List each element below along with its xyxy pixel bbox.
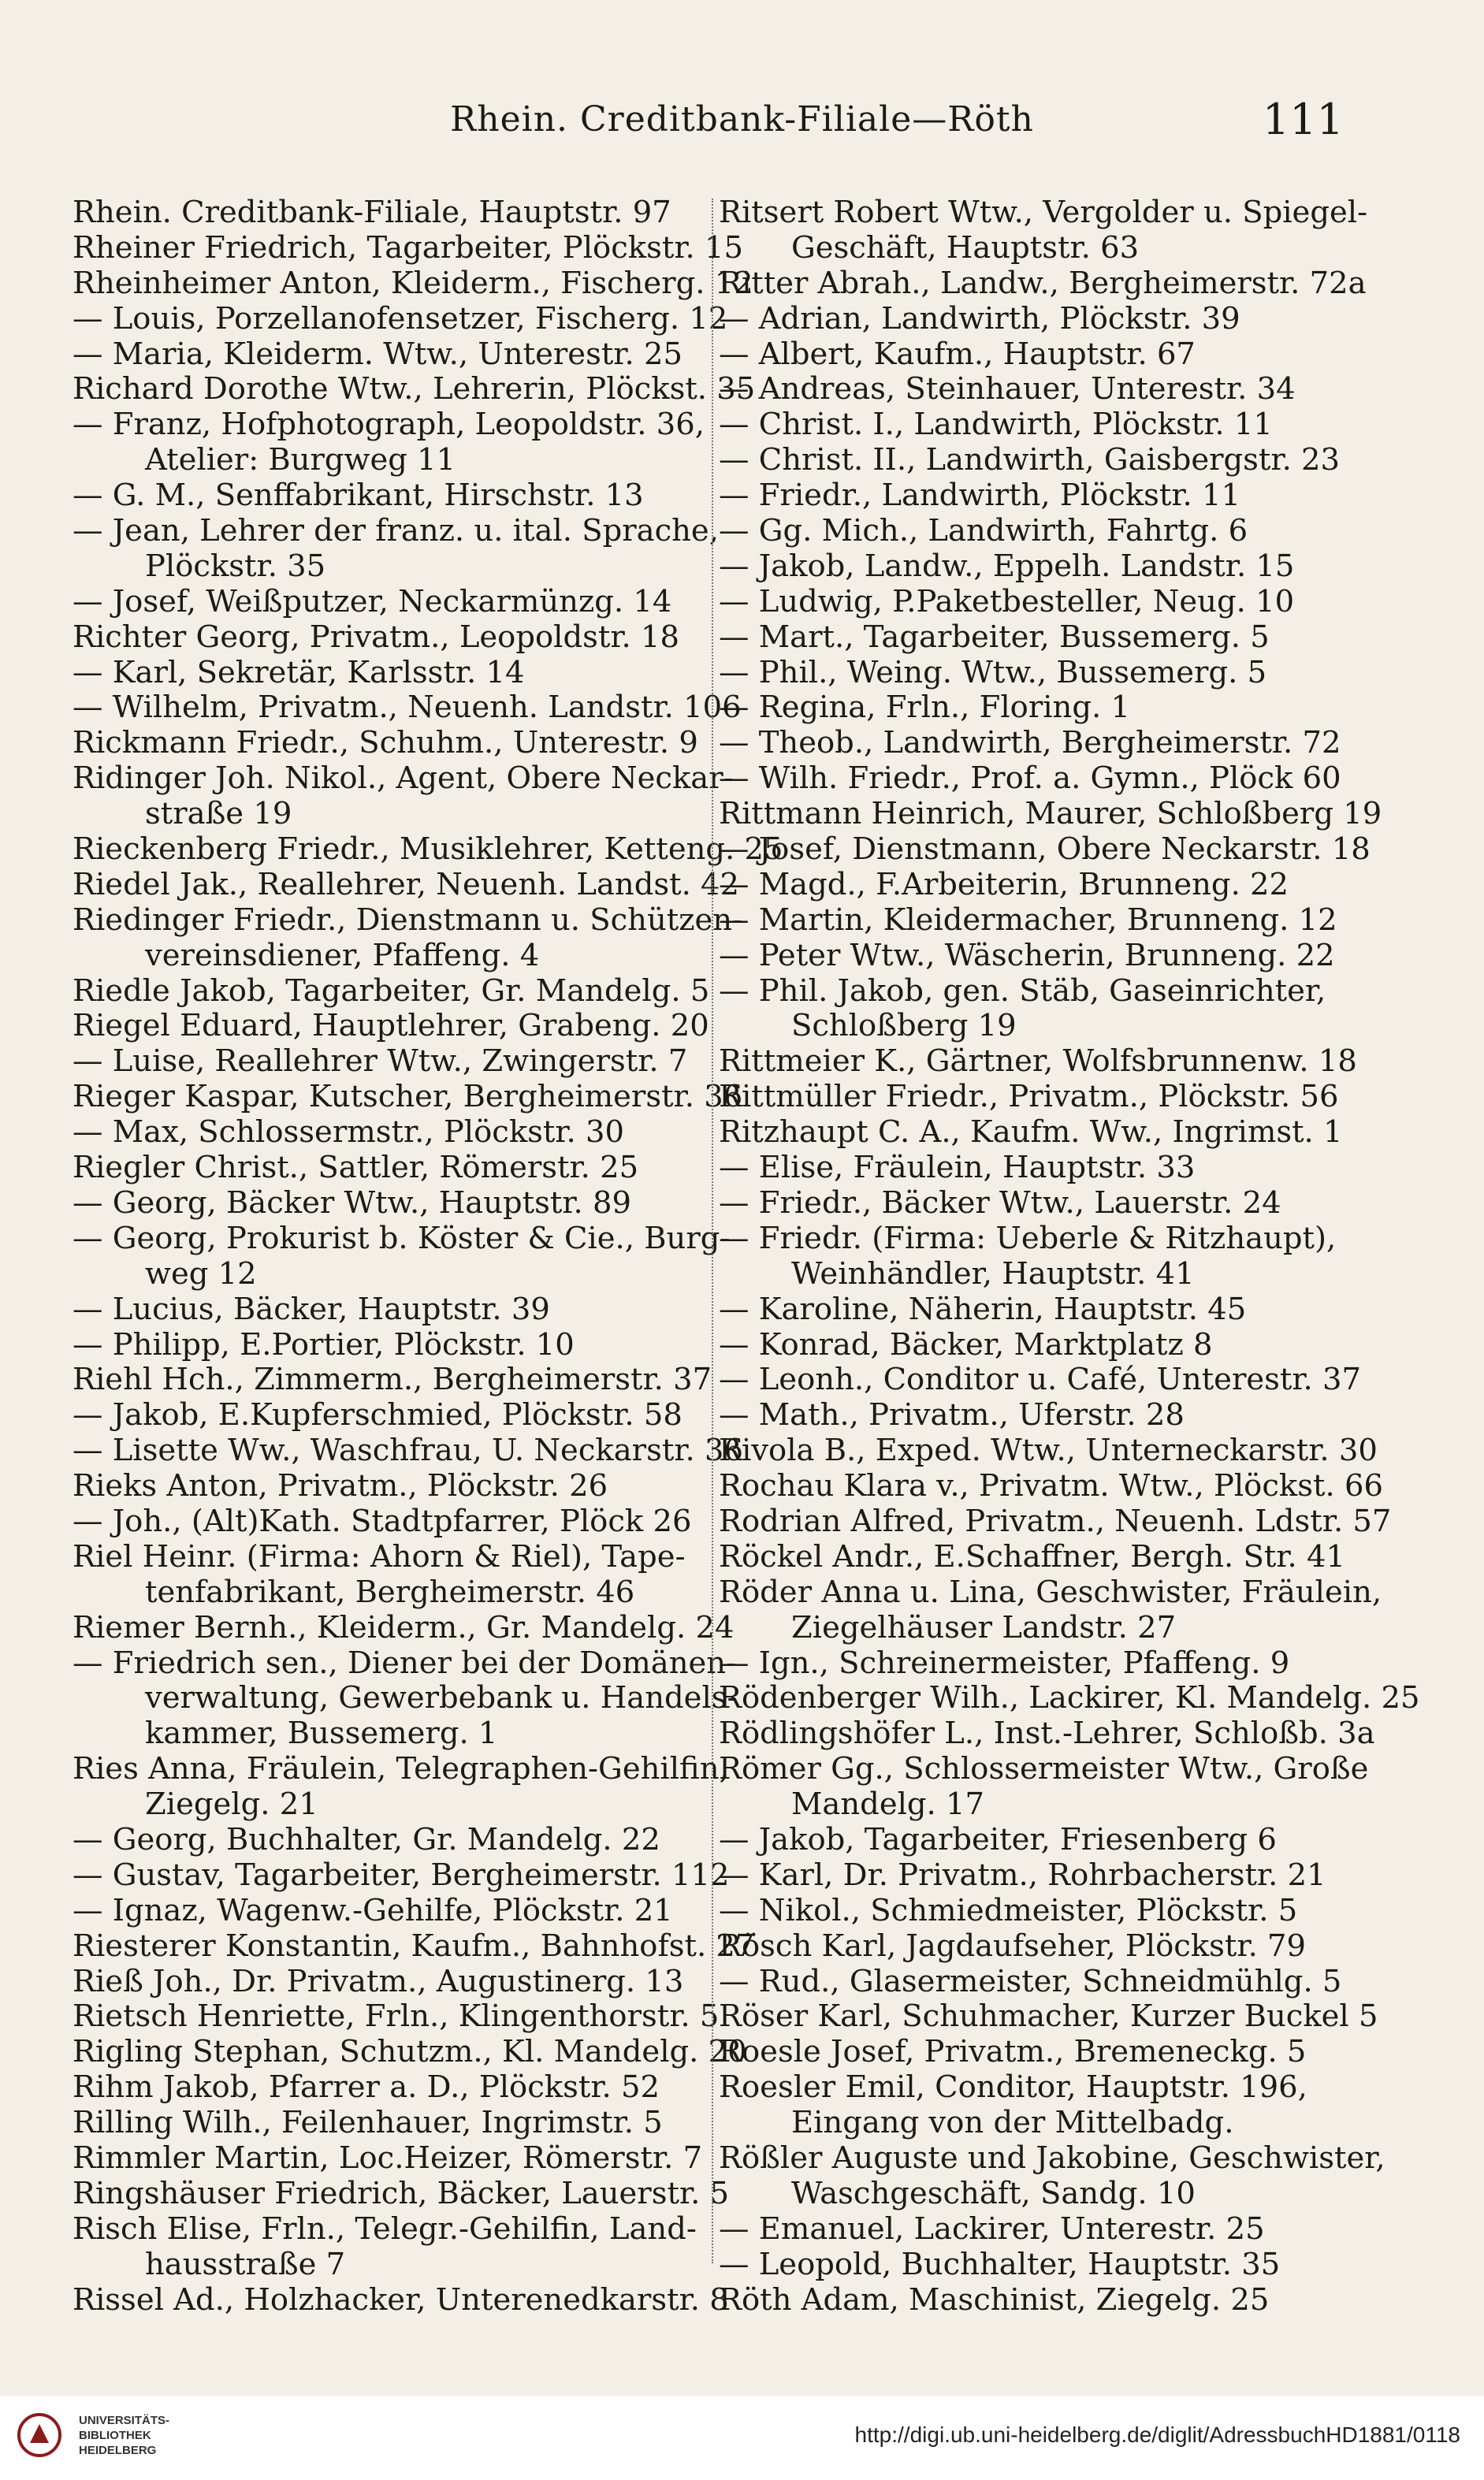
directory-entry: — Mart., Tagarbeiter, Bussemerg. 5 [719, 619, 1270, 655]
directory-entry: — Karl, Dr. Privatm., Rohrbacherstr. 21 [719, 1857, 1326, 1893]
directory-entry: — Phil., Weing. Wtw., Bussemerg. 5 [719, 654, 1267, 690]
directory-entry: — Martin, Kleidermacher, Brunneng. 12 [719, 902, 1337, 938]
entry-continuation: Ziegelg. 21 [145, 1787, 318, 1823]
directory-entry: Richter Georg, Privatm., Leopoldstr. 18 [73, 619, 679, 655]
library-name [79, 2413, 169, 2458]
directory-entry: Römer Gg., Schlossermeister Wtw., Große [719, 1751, 1369, 1787]
directory-entry: — Leopold, Buchhalter, Hauptstr. 35 [719, 2246, 1281, 2282]
directory-entry: Rimmler Martin, Loc.Heizer, Römerstr. 7 [73, 2140, 703, 2176]
entry-continuation: tenfabrikant, Bergheimerstr. 46 [145, 1574, 635, 1610]
directory-entry: — Christ. II., Landwirth, Gaisbergstr. 23 [719, 442, 1341, 478]
directory-entry: Rodrian Alfred, Privatm., Neuenh. Ldstr. 57 [719, 1503, 1392, 1539]
directory-entry: — Max, Schlossermstr., Plöckstr. 30 [73, 1114, 625, 1151]
directory-entry: Röser Karl, Schuhmacher, Kurzer Buckel 5 [719, 1999, 1378, 2035]
directory-entry: — G. M., Senffabrikant, Hirschstr. 13 [73, 478, 644, 514]
entry-continuation: vereinsdiener, Pfaffeng. 4 [145, 937, 540, 973]
directory-entry: — Georg, Buchhalter, Gr. Mandelg. 22 [73, 1821, 660, 1857]
running-head: Rhein. Creditbank-Filiale—Röth [450, 99, 1034, 139]
directory-entry: Rittmann Heinrich, Maurer, Schloßberg 19 [719, 796, 1382, 832]
entry-continuation: Weinhändler, Hauptstr. 41 [791, 1255, 1195, 1292]
directory-entry: — Emanuel, Lackirer, Unterestr. 25 [719, 2210, 1265, 2247]
directory-entry: — Nikol., Schmiedmeister, Plöckstr. 5 [719, 1892, 1298, 1928]
directory-entry: Rößler Auguste und Jakobine, Geschwister, [719, 2140, 1385, 2176]
entry-continuation: Atelier: Burgweg 11 [145, 442, 456, 478]
directory-entry: — Ignaz, Wagenw.-Gehilfe, Plöckstr. 21 [73, 1892, 673, 1928]
directory-entry: — Lucius, Bäcker, Hauptstr. 39 [73, 1291, 550, 1327]
directory-entry: — Konrad, Bäcker, Marktplatz 8 [719, 1326, 1213, 1363]
directory-entry: — Friedr., Landwirth, Plöckstr. 11 [719, 478, 1241, 514]
directory-entry: Rochau Klara v., Privatm. Wtw., Plöckst. 66 [719, 1468, 1383, 1504]
directory-entry: — Karl, Sekretär, Karlsstr. 14 [73, 654, 525, 690]
directory-entry: Riehl Hch., Zimmerm., Bergheimerstr. 37 [73, 1362, 712, 1398]
directory-entry: Rissel Ad., Holzhacker, Unterenedkarstr. 8 [73, 2281, 729, 2318]
library-name-line: UNIVERSITÄTS- [79, 2414, 170, 2427]
directory-entry: — Math., Privatm., Uferstr. 28 [719, 1397, 1185, 1433]
directory-entry: — Jakob, Landw., Eppelh. Landstr. 15 [719, 548, 1295, 584]
directory-entry: Rickmann Friedr., Schuhm., Unterestr. 9 [73, 725, 698, 761]
page-number: 111 [1262, 95, 1344, 144]
directory-entry: — Magd., F.Arbeiterin, Brunneng. 22 [719, 866, 1289, 902]
directory-entry: — Wilh. Friedr., Prof. a. Gymn., Plöck 60 [719, 760, 1341, 797]
directory-entry: — Luise, Reallehrer Wtw., Zwingerstr. 7 [73, 1043, 688, 1080]
directory-entry: Rietsch Henriette, Frln., Klingenthorstr. 5 [73, 1999, 720, 2035]
directory-entry: — Ign., Schreinermeister, Pfaffeng. 9 [719, 1645, 1290, 1681]
entry-continuation: straße 19 [145, 796, 292, 832]
directory-entry: — Louis, Porzellanofensetzer, Fischerg. 12 [73, 300, 728, 336]
directory-entry: — Jean, Lehrer der franz. u. ital. Sprache, [73, 513, 719, 549]
directory-entry: — Philipp, E.Portier, Plöckstr. 10 [73, 1326, 575, 1363]
entry-continuation: Plöckstr. 35 [145, 548, 326, 584]
right-column [719, 195, 1420, 2318]
column-divider [712, 199, 713, 2263]
directory-entry: — Jakob, E.Kupferschmied, Plöckstr. 58 [73, 1397, 682, 1433]
directory-entry: Rödenberger Wilh., Lackirer, Kl. Mandelg. 25 [719, 1680, 1420, 1716]
directory-entry: Richard Dorothe Wtw., Lehrerin, Plöckst. 35 [73, 371, 756, 407]
directory-entry: Ritter Abrah., Landw., Bergheimerstr. 72a [719, 265, 1367, 301]
directory-entry: Riegel Eduard, Hauptlehrer, Grabeng. 20 [73, 1008, 709, 1044]
directory-entry: — Friedr., Bäcker Wtw., Lauerstr. 24 [719, 1184, 1281, 1221]
directory-entry: — Joh., (Alt)Kath. Stadtpfarrer, Plöck 26 [73, 1503, 692, 1539]
directory-entry: — Georg, Bäcker Wtw., Hauptstr. 89 [73, 1184, 631, 1221]
directory-entry: Rittmüller Friedr., Privatm., Plöckstr. 56 [719, 1079, 1339, 1115]
directory-entry: Rieks Anton, Privatm., Plöckstr. 26 [73, 1468, 608, 1504]
entry-continuation: hausstraße 7 [145, 2246, 346, 2282]
directory-entry: — Adrian, Landwirth, Plöckstr. 39 [719, 300, 1240, 336]
directory-entry: — Gg. Mich., Landwirth, Fahrtg. 6 [719, 513, 1248, 549]
directory-entry: Rödlingshöfer L., Inst.-Lehrer, Schloßb. 3a [719, 1716, 1375, 1752]
directory-entry: — Wilhelm, Privatm., Neuenh. Landstr. 106 [73, 690, 742, 726]
entry-continuation: Mandelg. 17 [791, 1787, 985, 1823]
footer [0, 2396, 1484, 2480]
directory-entry: — Andreas, Steinhauer, Unterestr. 34 [719, 371, 1296, 407]
directory-entry: Rieger Kaspar, Kutscher, Bergheimerstr. 36 [73, 1079, 743, 1115]
directory-entry: Riegler Christ., Sattler, Römerstr. 25 [73, 1150, 639, 1186]
directory-entry: — Josef, Dienstmann, Obere Neckarstr. 18 [719, 831, 1371, 868]
source-url[interactable]: http://digi.ub.uni-heidelberg.de/diglit/AdressbuchHD1881/0118 [854, 2422, 1460, 2447]
directory-entry: Rittmeier K., Gärtner, Wolfsbrunnenw. 18 [719, 1043, 1357, 1080]
entry-continuation: Schloßberg 19 [791, 1008, 1017, 1044]
directory-entry: — Lisette Ww., Waschfrau, U. Neckarstr. 36 [73, 1433, 743, 1469]
directory-entry: Ritsert Robert Wtw., Vergolder u. Spiegel- [719, 195, 1368, 230]
directory-entry: Riesterer Konstantin, Kaufm., Bahnhofst. 27 [73, 1928, 755, 1964]
library-name-line: HEIDELBERG [79, 2444, 157, 2457]
directory-entry: Röth Adam, Maschinist, Ziegelg. 25 [719, 2281, 1270, 2318]
directory-entry: Rigling Stephan, Schutzm., Kl. Mandelg. 20 [73, 2034, 747, 2070]
directory-entry: Rilling Wilh., Feilenhauer, Ingrimstr. 5 [73, 2105, 663, 2141]
directory-entry: — Friedrich sen., Diener bei der Domänen- [73, 1645, 737, 1681]
directory-entry: Riedle Jakob, Tagarbeiter, Gr. Mandelg. 5 [73, 972, 710, 1009]
directory-entry: Röckel Andr., E.Schaffner, Bergh. Str. 41 [719, 1538, 1346, 1575]
directory-entry: Riel Heinr. (Firma: Ahorn & Riel), Tape- [73, 1538, 686, 1575]
left-column [73, 195, 783, 2318]
directory-entry: Rheinheimer Anton, Kleiderm., Fischerg. 12 [73, 265, 753, 301]
directory-entry: — Jakob, Tagarbeiter, Friesenberg 6 [719, 1821, 1277, 1857]
directory-entry: — Theob., Landwirth, Bergheimerstr. 72 [719, 725, 1341, 761]
directory-entry: Röder Anna u. Lina, Geschwister, Fräulein, [719, 1574, 1382, 1610]
directory-entry: Rhein. Creditbank-Filiale, Hauptstr. 97 [73, 195, 671, 230]
directory-entry: — Phil. Jakob, gen. Stäb, Gaseinrichter, [719, 972, 1326, 1009]
directory-entry: — Rud., Glasermeister, Schneidmühlg. 5 [719, 1963, 1342, 1999]
directory-entry: — Maria, Kleiderm. Wtw., Unterestr. 25 [73, 336, 682, 372]
entry-continuation: verwaltung, Gewerbebank u. Handels- [145, 1680, 738, 1716]
directory-entry: Ringshäuser Friedrich, Bäcker, Lauerstr. 5 [73, 2175, 730, 2211]
directory-entry: — Franz, Hofphotograph, Leopoldstr. 36, [73, 407, 705, 443]
directory-entry: Rieß Joh., Dr. Privatm., Augustinerg. 13 [73, 1963, 684, 1999]
directory-entry: — Karoline, Näherin, Hauptstr. 45 [719, 1291, 1247, 1327]
entry-continuation: kammer, Bussemerg. 1 [145, 1716, 498, 1752]
directory-entry: — Leonh., Conditor u. Café, Unterestr. 37 [719, 1362, 1362, 1398]
page-header [0, 87, 1484, 150]
directory-entry: Ridinger Joh. Nikol., Agent, Obere Neckar- [73, 760, 734, 797]
directory-entry: — Elise, Fräulein, Hauptstr. 33 [719, 1150, 1196, 1186]
directory-entry: Rihm Jakob, Pfarrer a. D., Plöckstr. 52 [73, 2069, 660, 2106]
entry-continuation: Eingang von der Mittelbadg. [791, 2105, 1234, 2141]
directory-entry: — Peter Wtw., Wäscherin, Brunneng. 22 [719, 937, 1335, 973]
directory-entry: Rheiner Friedrich, Tagarbeiter, Plöckstr. 15 [73, 229, 743, 266]
entry-continuation: Waschgeschäft, Sandg. 10 [791, 2175, 1196, 2211]
directory-entry: — Josef, Weißputzer, Neckarmünzg. 14 [73, 583, 672, 619]
directory-entry: — Christ. I., Landwirth, Plöckstr. 11 [719, 407, 1273, 443]
directory-entry: Riedel Jak., Reallehrer, Neuenh. Landst. 42 [73, 866, 740, 902]
entry-continuation: weg 12 [145, 1255, 257, 1292]
directory-entry: — Ludwig, P.Paketbesteller, Neug. 10 [719, 583, 1295, 619]
entry-continuation: Ziegelhäuser Landstr. 27 [791, 1609, 1177, 1645]
library-logo-icon [16, 2411, 63, 2459]
directory-entry: Risch Elise, Frln., Telegr.-Gehilfin, Land- [73, 2210, 697, 2247]
directory-entry: Roesle Josef, Privatm., Bremeneckg. 5 [719, 2034, 1307, 2070]
directory-entry: — Gustav, Tagarbeiter, Bergheimerstr. 112 [73, 1857, 730, 1893]
directory-entry: — Georg, Prokurist b. Köster & Cie., Burg- [73, 1220, 731, 1256]
directory-entry: — Regina, Frln., Floring. 1 [719, 690, 1130, 726]
directory-entry: — Albert, Kaufm., Hauptstr. 67 [719, 336, 1196, 372]
directory-entry: Ries Anna, Fräulein, Telegraphen-Gehilfin, [73, 1751, 729, 1787]
library-name-line: BIBLIOTHEK [79, 2429, 151, 2442]
directory-entry: Riedinger Friedr., Dienstmann u. Schützen- [73, 902, 743, 938]
directory-entry: — Friedr. (Firma: Ueberle & Ritzhaupt), [719, 1220, 1337, 1256]
entry-continuation: Geschäft, Hauptstr. 63 [791, 229, 1140, 266]
directory-entry: Rivola B., Exped. Wtw., Unterneckarstr. 30 [719, 1433, 1378, 1469]
directory-entry: Ritzhaupt C. A., Kaufm. Ww., Ingrimst. 1 [719, 1114, 1343, 1151]
directory-entry: Rösch Karl, Jagdaufseher, Plöckstr. 79 [719, 1928, 1307, 1964]
directory-entry: Rieckenberg Friedr., Musiklehrer, Ketteng. 25 [73, 831, 783, 868]
directory-entry: Riemer Bernh., Kleiderm., Gr. Mandelg. 24 [73, 1609, 735, 1645]
directory-entry: Roesler Emil, Conditor, Hauptstr. 196, [719, 2069, 1307, 2106]
